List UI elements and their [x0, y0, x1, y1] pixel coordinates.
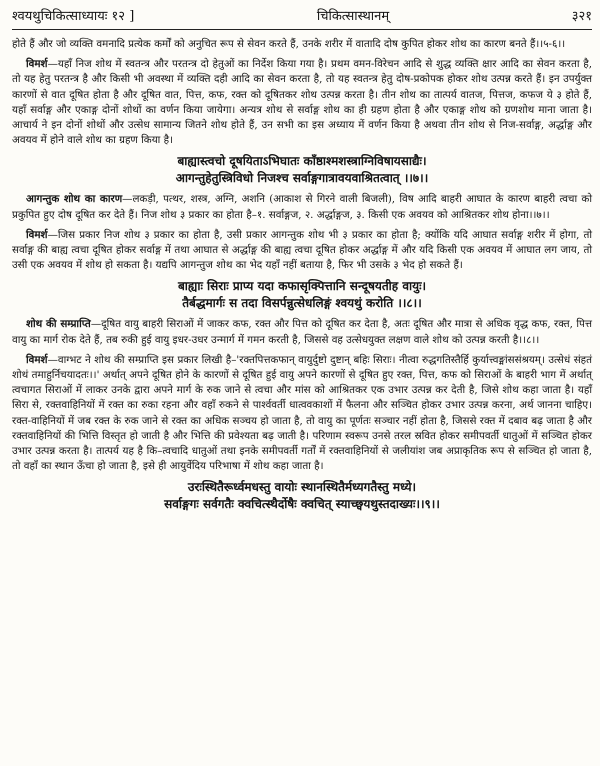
vimarsh-text: —जिस प्रकार निज शोथ ३ प्रकार का होता है, उसी प्रकार आगन्तुक शोथ भी ३ प्रकार का होता है; क्योंकि यदि आघात सर्वाङ्ग शरीर में होगा, तो सर्वाङ्ग की बाह्य त्वचा दूषित होकर सर्वाङ्ग में तथा आघात से अर्द्धाङ्ग की बाह्य त्वचा दूषित होकर अर्द्धाङ्ग में और यदि किसी एक अवयव में आघात लग जाय, तो उसी एक अवयव में शोथ हो सकता है। यद्यपि आगन्तुज शोथ का भेद यहाँ नहीं बताया है, फिर भी उसके ३ भेद हो सकते हैं।: [12, 228, 592, 272]
vimarsh-text: —वाग्भट ने शोथ की सम्प्राप्ति इस प्रकार लिखी है–'रक्तपित्तकफान् वायुर्दुष्टो दुष्टान् बहिः सिराः। नीत्वा रुद्धगतिस्तैर्हि कुर्यात्त्वङ्मांससंश्रयम्। उत्सेधं संहतं शोथं तमाहुर्निचयादतः।।' अर्थात् अपने दूषित होने के कारणों से दूषित हुई वायु अपने कारणों से दूषित हुए रक्त, पित्त, कफ को सिराओं के बाहरी भाग में अर्थात् त्वचागत सिराओं में लाकर उनके द्वारा अपने मार्ग के रुक जाने से त्वचा और मांस को आश्रितकर एक उभार उत्पन्न कर देती है, जिसे शोथ कहा जाता है। यहाँ सिरा से, रक्तवाहिनियों में रक्त का रुका रहना और वहाँ रुकने से पार्श्ववर्ती धात्ववकाशों में फैलना और सञ्चित होकर उभार उत्पन्न करना, अर्थ जानना चाहिए। रक्त-वाहिनियों में जब रक्त के रुक जाने से रक्त का अधिक सञ्चय हो जाता है, तो वायु का पूर्णतः सञ्चार नहीं होता है, जिससे रक्त में दबाव बढ़ जाता है और रक्तवाहिनियों की भित्ति विस्तृत हो जाती है और भित्ति की प्रवेश्यता बढ़ जाती है। परिणाम स्वरूप उनसे तरल स्रवित होकर समीपवर्ती धातुओं में सञ्चित होकर उभार उत्पन्न करता है। तात्पर्य यह है कि–त्वचादि धातुओं तथा इनके समीपवर्ती गर्तों में रक्तवाहिनियों से जलीयांश जब अप्राकृतिक रूप से सञ्चित हो जाता है, तो वहाँ का स्थान ऊँचा हो जाता है, इसे ही आयुर्वेदिय परिभाषा में शोथ कहा जाता है।: [12, 353, 592, 473]
vimarsh-paragraph-2: [12, 228, 592, 274]
header-rule: [12, 29, 592, 30]
samprapti-heading: शोथ की सम्प्राप्ति: [26, 318, 91, 331]
running-head-section: चिकित्सास्थानम्: [316, 9, 390, 24]
agantuk-heading: आगन्तुक शोथ का कारण: [26, 193, 123, 206]
vimarsh-heading: विमर्श: [26, 228, 48, 241]
agantuk-text: —लकड़ी, पत्थर, शस्त्र, अग्नि, अशनि (आकाश से गिरने वाली बिजली), विष आदि बाहरी आघात के कारण बाहरी त्वचा को प्रकुपित हुए दोष दूषित कर देते हैं। निज शोथ ३ प्रकार का होता है–१. सर्वाङ्गज, २. अर्द्धाङ्गज, ३. किसी एक अवयव को आश्रितकर शोथ होना।।७।।: [12, 193, 593, 221]
paragraph-continuation: होते हैं और जो व्यक्ति वमनादि प्रत्येक कर्मों को अनुचित रूप से सेवन करते हैं, उनके शरीर में वातादि दोष कुपित होकर शोथ का कारण बनते हैं।।५-६।।: [12, 38, 566, 50]
verse-line: उरःस्थितैरूर्ध्वमधस्तु वायोः स्थानस्थितैर्मध्यगतैस्तु मध्ये।: [187, 480, 417, 495]
samprapti-text: —दूषित वायु बाहरी सिराओं में जाकर कफ, रक्त और पित्त को दूषित कर देता है, अतः दूषित और मात्रा से अधिक वृद्ध कफ, रक्त, पित्त वायु का मार्ग रोक देते हैं, तब रुकी हुई वायु इधर-उधर उन्मार्ग में गमन करती है, जिससे वह उत्सेधयुक्त लक्षण वाले शोथ को उत्पन्न करती है।।८।।: [12, 318, 592, 346]
vimarsh-paragraph-1: [12, 57, 592, 148]
verse-line: सर्वाङ्गगः सर्वगतैः क्वचित्स्थैर्दोषैः क्वचित् स्याच्छ्वयथुस्तदाख्यः।।९।।: [164, 497, 440, 512]
vimarsh-text: —यहाँ निज शोथ में स्वतन्त्र और परतन्त्र दो हेतुओं का निर्देश किया गया है। प्रथम वमन-विरेचन आदि से शुद्ध व्यक्ति क्षार आदि का सेवन करता है, तो यह हेतु परतन्त्र है और किसी भी अवस्था में व्यक्ति दही आदि का सेवन करता है, तो यह स्वतन्त्र हेतु दोष-प्रकोपक होकर शोथ उत्पन्न करते हैं। इन उपर्युक्त कारणों से वात दूषित होता है और दूषित वात, पित्त, कफ, रक्त को दूषितकर शोथ उत्पन्न करता है। तीन शोथ का तात्पर्य वातज, पित्तज, कफज ये ३ होते हैं, यहाँ सर्वाङ्ग और एकाङ्ग दोनों शोथों का वर्णन किया जायेगा। अन्यत्र शोथ से सर्वाङ्ग शोथ का ही ग्रहण होता है और एकाङ्ग शोथ को ग्रणशोथ माना जाता है। आचार्य ने इन दोनों शोथों और उत्सेध सामान्य जितने शोथ होते हैं, उन सभी का इस अध्याय में वर्णन किया है अथवा तीन शोथ से निज-सर्वाङ्ग, अर्द्धाङ्ग और अवयव में होने वाले शोथ का ग्रहण किया है।: [12, 58, 592, 147]
page-number: ३२१: [571, 9, 592, 24]
page-header: [12, 6, 592, 26]
verse-line: आगन्तुहेतुस्त्रिविधो निजश्च सर्वाङ्गगात्रावयवाश्रितत्वात् ।।७।।: [175, 171, 429, 186]
sanskrit-verse-8: [12, 278, 592, 312]
running-head-chapter: श्वयथुचिकित्साध्यायः १२ ]: [12, 9, 135, 24]
agantuk-paragraph: [12, 192, 592, 222]
samprapti-paragraph: [12, 317, 592, 347]
vimarsh-heading: विमर्श: [26, 353, 48, 366]
verse-line: बाह्यास्त्वचो दूषयिताऽभिघातः काँष्ठाश्मशस्त्राग्निविषायसाद्यैः।: [177, 154, 427, 169]
verse-line: तैर्बद्धमार्गः स तदा विसर्पन्नुत्सेधलिङ्गं श्वयथुं करोति ।।८।।: [182, 296, 422, 311]
vimarsh-heading: विमर्श: [26, 58, 48, 71]
vimarsh-paragraph-3: [12, 353, 592, 475]
sanskrit-verse-9: [12, 479, 592, 513]
verse-line: बाह्याः सिराः प्राप्य यदा कफासृक्पित्तानि सन्दूषयतीह वायुः।: [177, 279, 427, 294]
sanskrit-verse-7: [12, 153, 592, 187]
